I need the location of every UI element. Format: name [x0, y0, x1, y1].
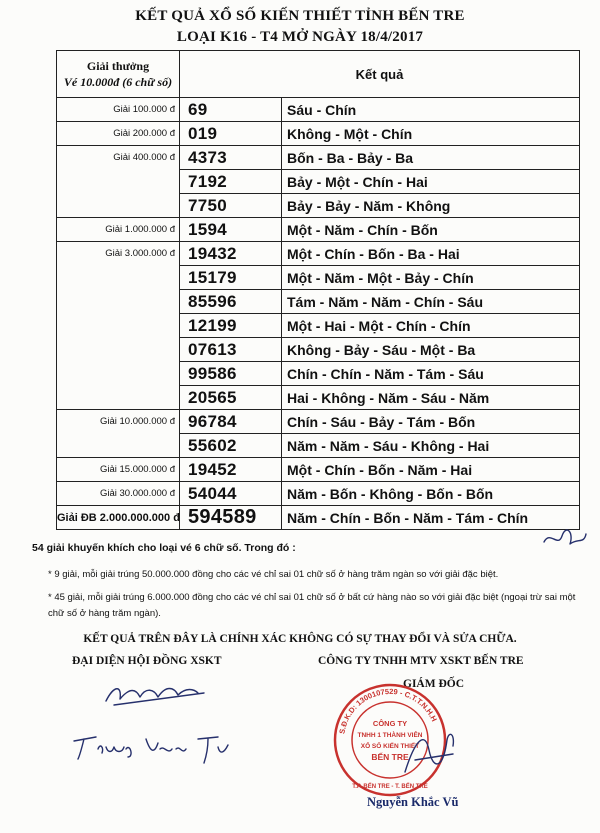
confirmation-statement: KẾT QUẢ TRÊN ĐÂY LÀ CHÍNH XÁC KHÔNG CÓ SỰ THAY ĐỔI VÀ SỬA CHỮA.: [83, 633, 517, 645]
table-row: [57, 506, 580, 530]
number-in-words: Năm - Năm - Sáu - Không - Hai: [282, 434, 580, 458]
winning-number: 20565: [180, 386, 282, 410]
prize-cell: Giải 10.000.000 đ: [57, 410, 180, 434]
prize-cell: [57, 170, 180, 194]
winning-number: 69: [180, 98, 282, 122]
prize-cell: Giải ĐB 2.000.000.000 đ: [57, 506, 180, 530]
number-in-words: Hai - Không - Năm - Sáu - Năm: [282, 386, 580, 410]
stamp-bottom-text: T.P. BẾN TRE - T. BẾN TRE: [352, 784, 428, 790]
winning-number: 07613: [180, 338, 282, 362]
prize-header: [57, 51, 180, 98]
prize-cell: [57, 194, 180, 218]
winning-number: 12199: [180, 314, 282, 338]
number-in-words: Một - Năm - Một - Bảy - Chín: [282, 266, 580, 290]
document-title: KẾT QUẢ XỔ SỐ KIẾN THIẾT TỈNH BẾN TRE: [135, 8, 465, 24]
number-in-words: Một - Chín - Bốn - Năm - Hai: [282, 458, 580, 482]
winning-number: 85596: [180, 290, 282, 314]
table-row: [57, 386, 580, 410]
number-in-words: Không - Một - Chín: [282, 122, 580, 146]
table-row: [57, 242, 580, 266]
number-in-words: Năm - Chín - Bốn - Năm - Tám - Chín: [282, 506, 580, 530]
table-row: [57, 482, 580, 506]
table-header-row: [57, 51, 580, 98]
initials-mark-icon: [540, 524, 590, 554]
stamp-line-1: CÔNG TY: [372, 719, 408, 728]
table-row: [57, 194, 580, 218]
consolation-note-1: * 9 giải, mỗi giải trúng 50.000.000 đồng cho các vé chỉ sai 01 chữ số ở hàng trăm ngàn so với giải đặc biệt.: [48, 569, 499, 580]
prize-cell: [57, 314, 180, 338]
table-row: [57, 146, 580, 170]
prize-cell: Giải 100.000 đ: [57, 98, 180, 122]
number-in-words: Một - Năm - Chín - Bốn: [282, 218, 580, 242]
table-row: [57, 290, 580, 314]
stamp-line-4: BẾN TRE: [371, 752, 409, 762]
stamp-line-2: TNHH 1 THÀNH VIÊN: [357, 732, 423, 739]
winning-number: 54044: [180, 482, 282, 506]
prize-cell: Giải 400.000 đ: [57, 146, 180, 170]
number-in-words: Chín - Sáu - Bảy - Tám - Bốn: [282, 410, 580, 434]
winning-number: 1594: [180, 218, 282, 242]
table-row: [57, 218, 580, 242]
number-in-words: Một - Hai - Một - Chín - Chín: [282, 314, 580, 338]
prize-cell: [57, 434, 180, 458]
winning-number: 96784: [180, 410, 282, 434]
stamp-ring-text: S.Đ.K.D: 1300107529 - C.T.T.N.H.H: [337, 686, 439, 735]
winning-number: 99586: [180, 362, 282, 386]
company-name: CÔNG TY TNHH MTV XSKT BẾN TRE: [318, 655, 524, 667]
number-in-words: Một - Chín - Bốn - Ba - Hai: [282, 242, 580, 266]
result-header: Kết quả: [180, 51, 580, 98]
table-row: [57, 314, 580, 338]
consolation-title: 54 giải khuyến khích cho loại vé 6 chữ số. Trong đó :: [32, 542, 296, 554]
winning-number: 19432: [180, 242, 282, 266]
table-row: [57, 410, 580, 434]
number-in-words: Bốn - Ba - Bảy - Ba: [282, 146, 580, 170]
winning-number: 19452: [180, 458, 282, 482]
results-table: [56, 50, 580, 530]
table-row: [57, 266, 580, 290]
signer-name: Nguyễn Khắc Vũ: [367, 795, 459, 809]
number-in-words: Năm - Bốn - Không - Bốn - Bốn: [282, 482, 580, 506]
prize-cell: [57, 338, 180, 362]
winning-number: 7750: [180, 194, 282, 218]
number-in-words: Bảy - Một - Chín - Hai: [282, 170, 580, 194]
table-row: [57, 98, 580, 122]
number-in-words: Không - Bảy - Sáu - Một - Ba: [282, 338, 580, 362]
prize-cell: [57, 266, 180, 290]
winning-number: 019: [180, 122, 282, 146]
number-in-words: Sáu - Chín: [282, 98, 580, 122]
winning-number: 594589: [180, 506, 282, 530]
winning-number: 4373: [180, 146, 282, 170]
prize-cell: Giải 200.000 đ: [57, 122, 180, 146]
consolation-note-2: * 45 giải, mỗi giải trúng 6.000.000 đồng cho các vé chỉ sai 01 chữ số ở bất cứ hàng nào so với giải đặc biệt (ngoại trừ sai một chữ số ở hàng trăm ngàn).: [48, 592, 576, 619]
number-in-words: Chín - Chín - Năm - Tám - Sáu: [282, 362, 580, 386]
number-in-words: Tám - Năm - Năm - Chín - Sáu: [282, 290, 580, 314]
prize-cell: Giải 15.000.000 đ: [57, 458, 180, 482]
council-signature-icon: [100, 675, 220, 715]
handwritten-name-signature-icon: [68, 727, 238, 767]
prize-cell: Giải 30.000.000 đ: [57, 482, 180, 506]
winning-number: 7192: [180, 170, 282, 194]
prize-header-title: Giải thưởng: [86, 59, 150, 73]
prize-cell: [57, 290, 180, 314]
document-subtitle: LOẠI K16 - T4 MỞ NGÀY 18/4/2017: [176, 29, 424, 45]
director-title: GIÁM ĐỐC: [403, 678, 465, 690]
prize-header-ticket: Vé 10.000đ (6 chữ số): [63, 75, 173, 89]
director-signature-icon: [395, 720, 465, 790]
winning-number: 55602: [180, 434, 282, 458]
table-row: [57, 434, 580, 458]
table-row: [57, 362, 580, 386]
table-row: [57, 338, 580, 362]
number-in-words: Bảy - Bảy - Năm - Không: [282, 194, 580, 218]
prize-cell: [57, 362, 180, 386]
table-row: [57, 170, 580, 194]
prize-cell: Giải 3.000.000 đ: [57, 242, 180, 266]
prize-cell: [57, 386, 180, 410]
prize-cell: Giải 1.000.000 đ: [57, 218, 180, 242]
winning-number: 15179: [180, 266, 282, 290]
table-row: [57, 122, 580, 146]
stamp-line-3: XỔ SỐ KIẾN THIẾT: [360, 743, 420, 750]
table-row: [57, 458, 580, 482]
council-representative-label: ĐẠI DIỆN HỘI ĐỒNG XSKT: [72, 655, 222, 667]
